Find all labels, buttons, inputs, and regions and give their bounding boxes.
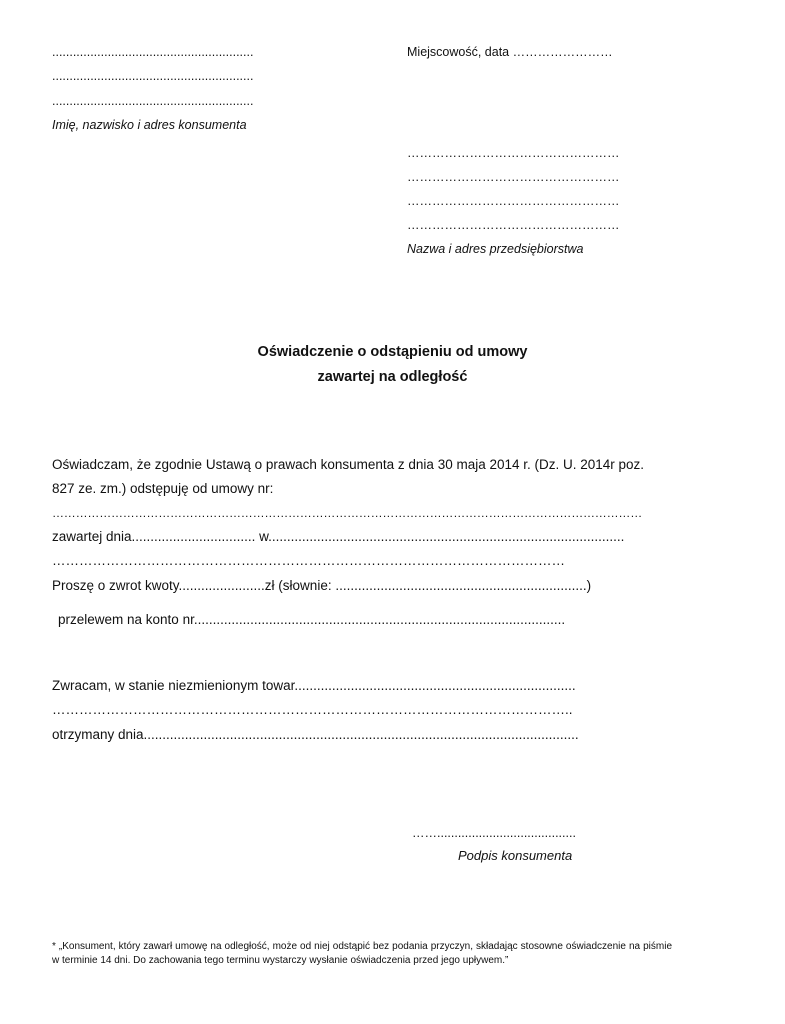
- company-dots-4: ……………………………………………: [407, 218, 620, 232]
- company-dots-3: ……………………………………………: [407, 194, 620, 208]
- body-line-contract-number: 827 ze. zm.) odstępuję od umowy nr:: [52, 481, 274, 496]
- body-line-refund-amount: Proszę o zwrot kwoty.......................zł (słownie: ...................................................................): [52, 578, 592, 593]
- body-line-statement: Oświadczam, że zgodnie Ustawą o prawach konsumenta z dnia 30 maja 2014 r. (Dz. U. 2014r poz.: [52, 457, 645, 472]
- consumer-label: Imię, nazwisko i adres konsumenta: [52, 118, 247, 132]
- consumer-dots-3: ..........................................................: [52, 94, 254, 108]
- document-title-line-1: Oświadczenie o odstąpieniu od umowy: [257, 344, 528, 360]
- company-dots-2: ……………………………………………: [407, 170, 620, 184]
- footnote: * „Konsument, który zawarł umowę na odległość, może od niej odstąpić bez podania przyczyn, składając stosowne oświadczenie na piśmie w terminie 14 dni. Do zachowania tego terminu wystarczy wysłanie oświadczenia przed jego upływem.”: [52, 941, 672, 966]
- body-line-return-goods: Zwracam, w stanie niezmienionym towar...........................................................................: [52, 678, 576, 693]
- body-line-dots: ……………………………………………………………………………………………………………………………………: [52, 506, 643, 520]
- body-line-dots: ……………………………………………………………………………………………………..: [52, 702, 573, 717]
- body-line-bank-account: przelewem na konto nr...................................................................................................: [58, 612, 566, 627]
- body-line-received-date: otrzymany dnia....................................................................................................................: [52, 727, 579, 742]
- consumer-dots-1: ..........................................................: [52, 45, 254, 59]
- body-line-contract-date: zawartej dnia................................. w...............................................................................................: [52, 529, 625, 544]
- document-title-line-2: zawartej na odległość: [317, 369, 468, 385]
- signature-dots: ……........................................: [412, 826, 576, 840]
- company-dots-1: ……………………………………………: [407, 146, 620, 160]
- signature-label: Podpis konsumenta: [458, 848, 573, 863]
- consumer-dots-2: ..........................................................: [52, 69, 254, 83]
- body-line-dots: ……………………………………………………………………………………………………: [52, 553, 565, 568]
- company-label: Nazwa i adres przedsiębiorstwa: [407, 242, 584, 256]
- place-date: Miejscowość, data ……………………: [407, 45, 613, 59]
